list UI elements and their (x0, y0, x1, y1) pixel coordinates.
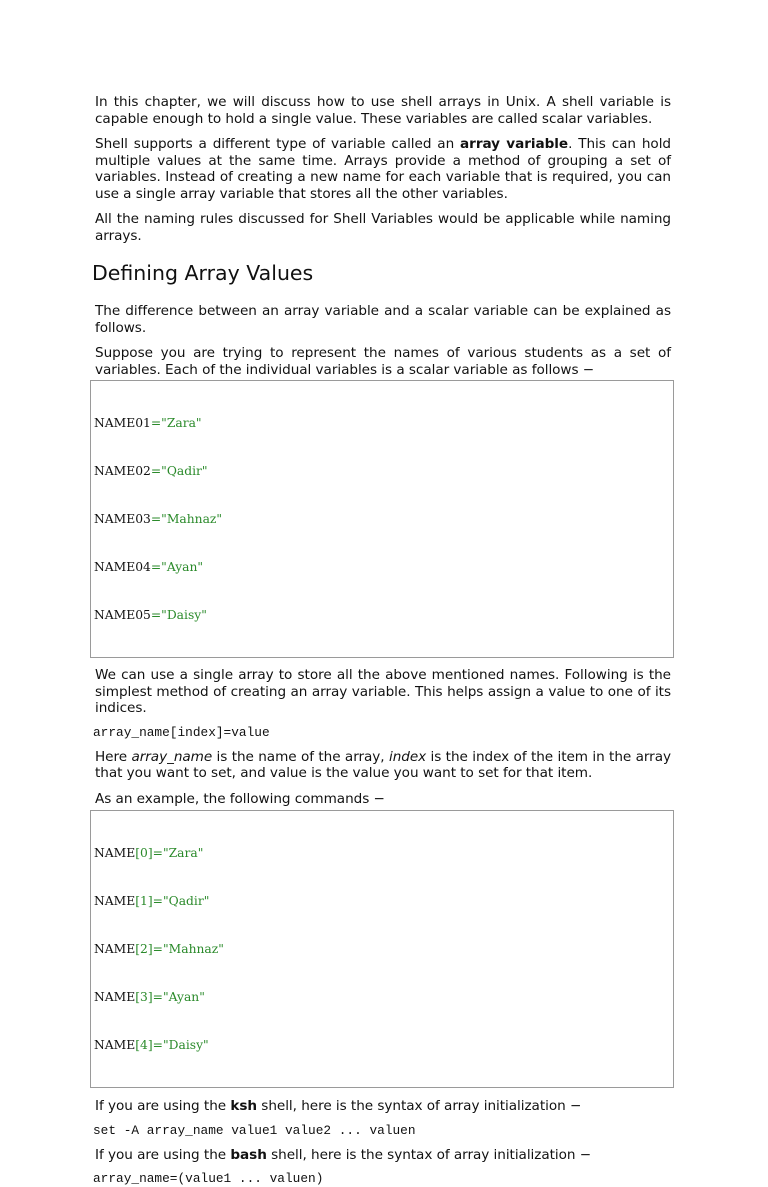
index-syntax-code: array_name[index]=value (93, 724, 270, 740)
section-paragraph-2: Suppose you are trying to represent the names of various students as a set of variables. Each of the individual variables is a scalar variable as follows − (95, 345, 671, 378)
intro-paragraph-3: All the naming rules discussed for Shell Variables would be applicable while naming arrays. (95, 211, 671, 244)
array-paragraph-3: As an example, the following commands − (95, 790, 385, 807)
intro-paragraph-2 (95, 136, 671, 202)
section-heading: Defining Array Values (92, 261, 314, 285)
ksh-syntax-code: set -A array_name value1 value2 ... valuen (93, 1122, 416, 1138)
array-paragraph-2: Here array_name is the name of the array, index is the index of the item in the array that you want to set, and value is the value you want to set for that item. (95, 748, 671, 781)
code-line: NAME05="Daisy" (94, 608, 207, 622)
ksh-paragraph: If you are using the ksh shell, here is the syntax of array initialization − (95, 1098, 582, 1114)
italic-term: index (388, 748, 427, 765)
code-block-scalars (90, 380, 674, 658)
code-line: NAME[2]="Mahnaz" (94, 942, 224, 956)
array-paragraph-1: We can use a single array to store all the above mentioned names. Following is the simplest method of creating an array variable. This helps assign a value to one of its indices. (95, 667, 671, 716)
code-line: NAME[0]="Zara" (94, 846, 204, 860)
document-body (92, 94, 671, 1187)
bold-term: ksh (230, 1098, 258, 1114)
text-run: Shell supports a different type of variable called an (95, 136, 461, 152)
code-line: NAME[4]="Daisy" (94, 1038, 209, 1052)
text-run: . This can hold multiple values at the same time. Arrays provide a method of grouping a set of variables. Instead of creating a new name for each variable that is required, you can use a single array variable that stores all the other variables. (95, 136, 671, 202)
code-line: NAME[3]="Ayan" (94, 990, 205, 1004)
intro-paragraph-1: In this chapter, we will discuss how to use shell arrays in Unix. A shell variable is capable enough to hold a single value. These variables are called scalar variables. (95, 94, 671, 127)
code-line: NAME01="Zara" (94, 416, 202, 430)
code-block-array (90, 810, 674, 1088)
code-line: NAME[1]="Qadir" (94, 894, 210, 908)
italic-term: array_name (131, 748, 213, 765)
bold-term: bash (230, 1146, 267, 1163)
bold-term: array variable (460, 136, 569, 152)
code-line: NAME04="Ayan" (94, 560, 204, 574)
code-line: NAME02="Qadir" (94, 464, 208, 478)
section-paragraph-1: The difference between an array variable and a scalar variable can be explained as follows. (95, 303, 671, 336)
bash-paragraph: If you are using the bash shell, here is the syntax of array initialization − (95, 1146, 592, 1163)
bash-syntax-code: array_name=(value1 ... valuen) (93, 1171, 324, 1186)
code-line: NAME03="Mahnaz" (94, 512, 223, 526)
